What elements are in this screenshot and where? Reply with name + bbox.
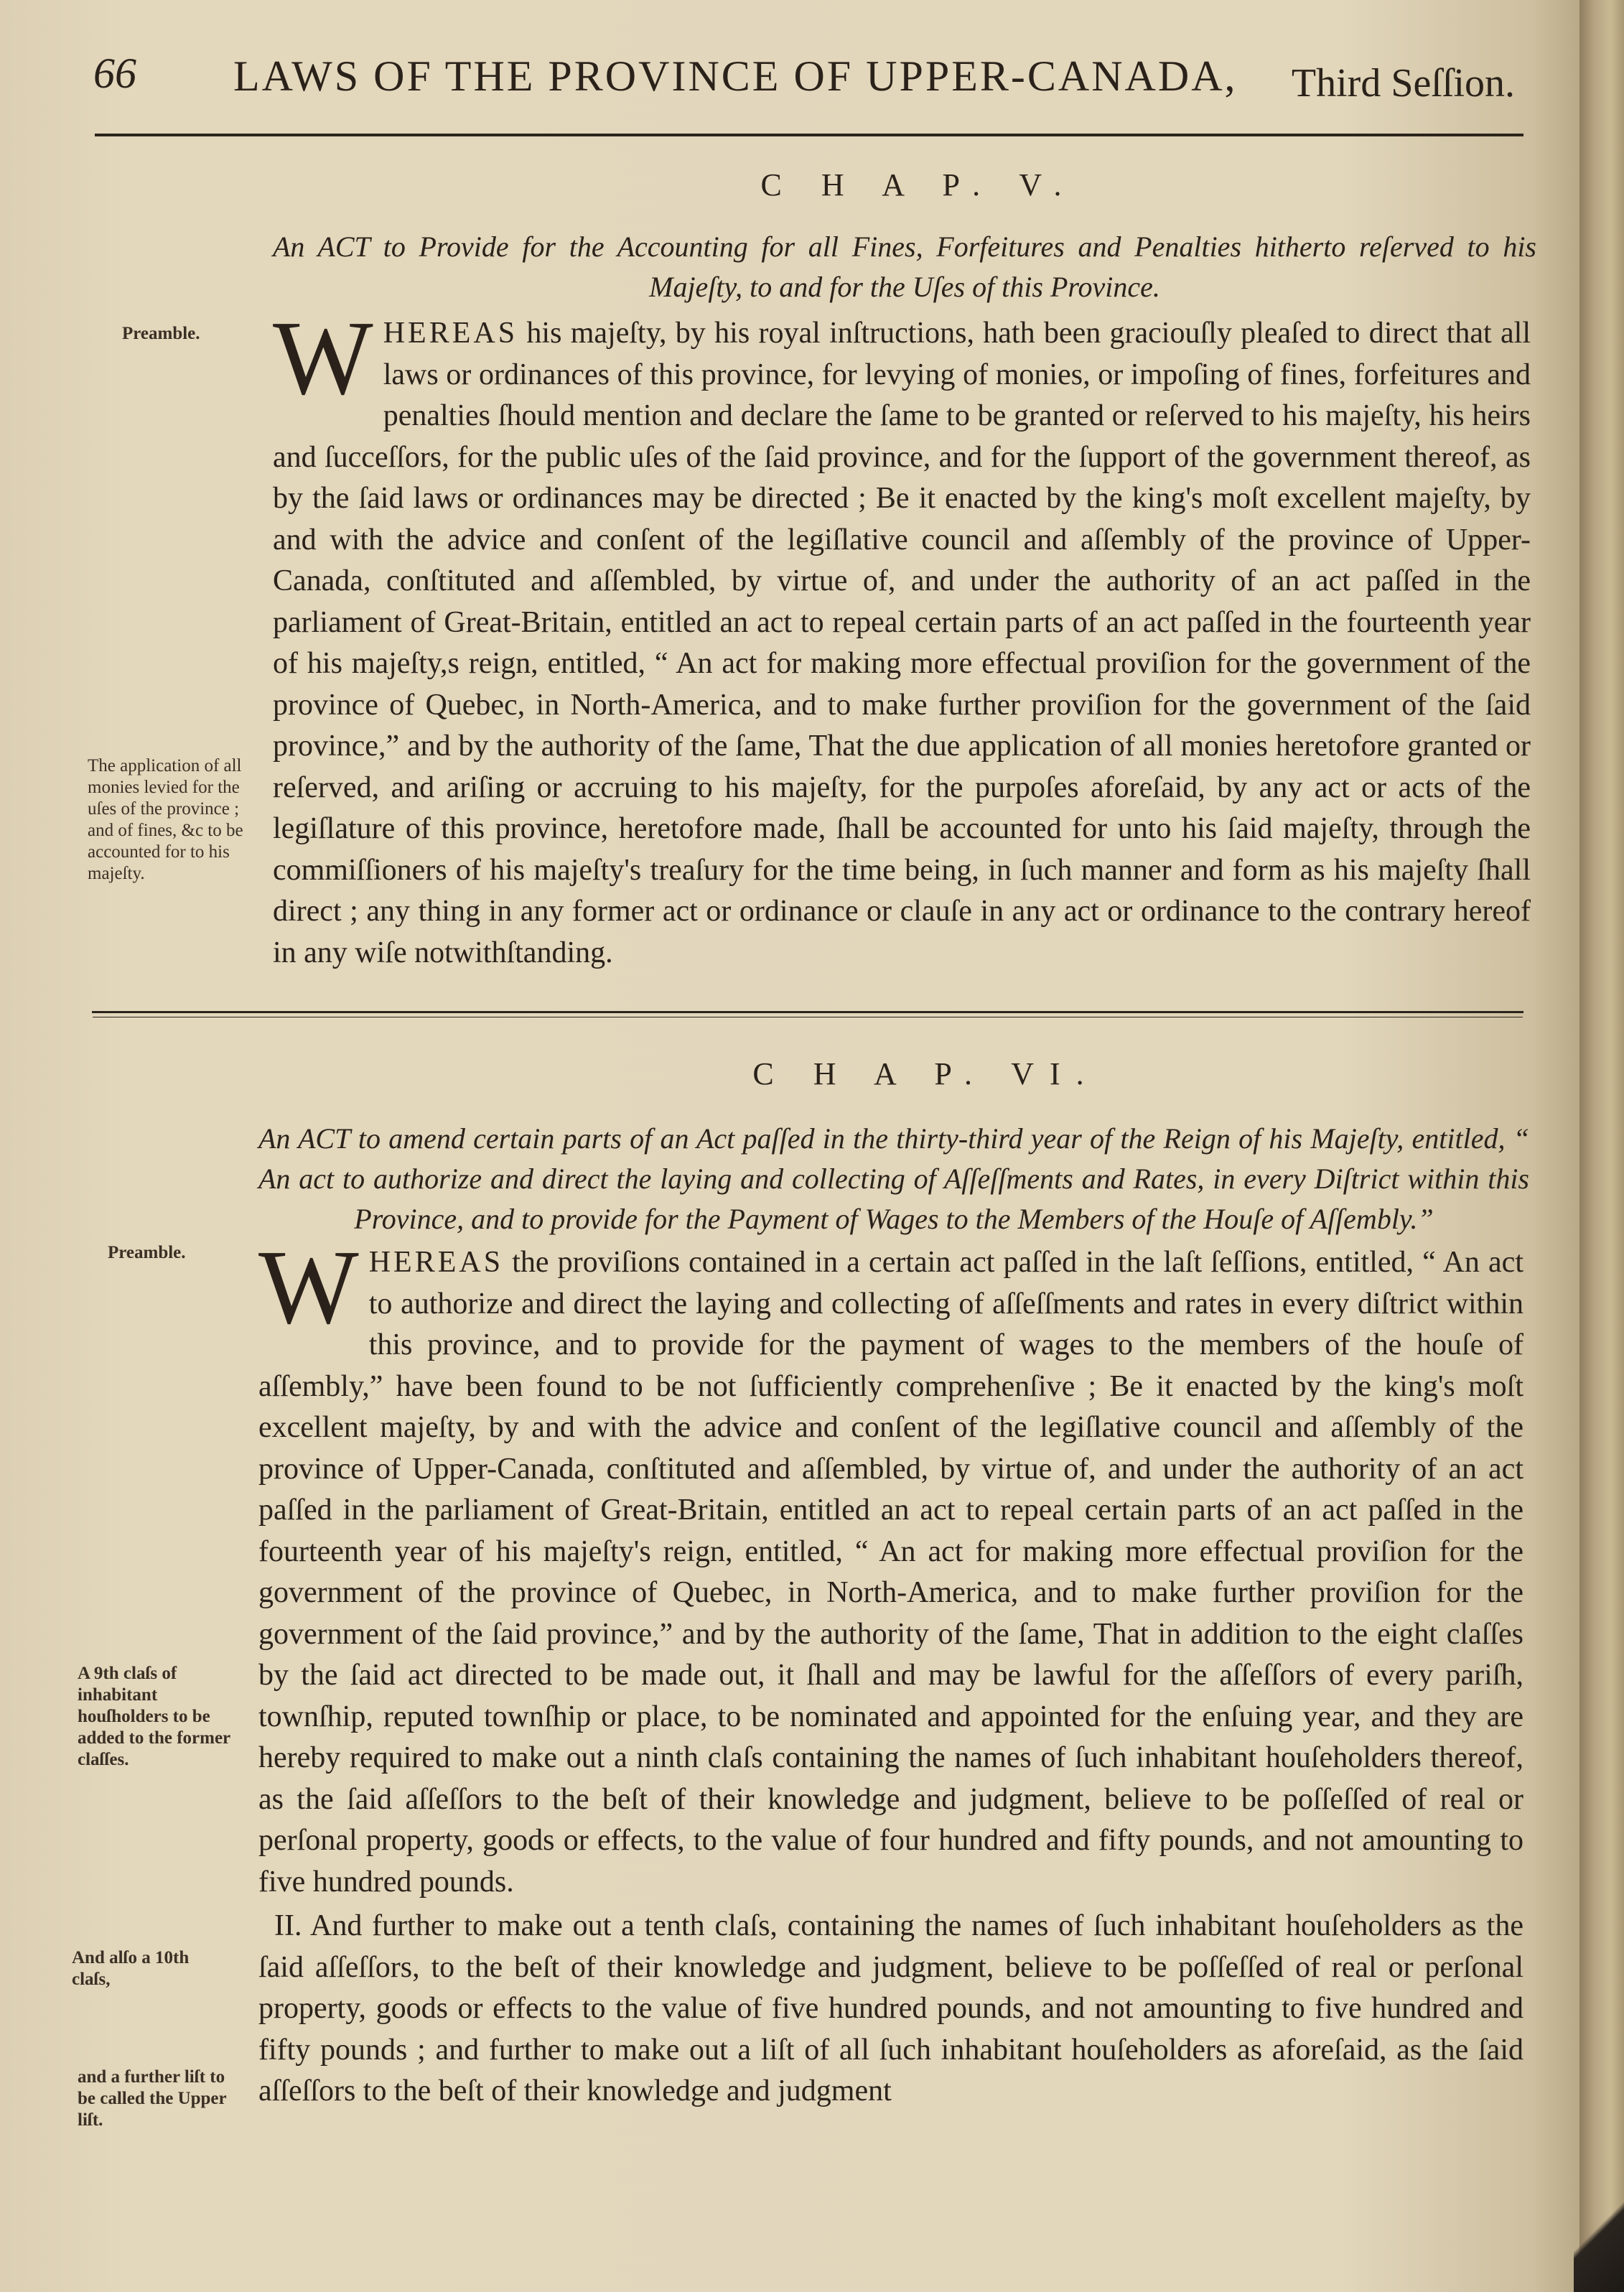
page-corner-shadow bbox=[1574, 2177, 1624, 2292]
chapter-vi-lead: HEREAS bbox=[368, 1246, 504, 1279]
page-edge bbox=[1579, 0, 1624, 2292]
chapter-v-heading: C H A P. V. bbox=[760, 167, 1078, 202]
head-rule bbox=[95, 134, 1523, 136]
chapter-vi-act-title: An ACT to amend certain parts of an Act paſſed in the thirty-third year of the Reign of his Majeſty, entitled, “ An act to authorize and direct the laying and collecting of Aſſeſſments and Rates, in every Diſtrict within this Province, and to provide for the Payment of Wages to the Members of the Houſe of Aſſembly.” bbox=[258, 1122, 1529, 1235]
chapter-vi-dropcap: W bbox=[258, 1229, 359, 1346]
page-number: 66 bbox=[93, 50, 136, 97]
chapter-v-act-title: An ACT to Provide for the Accounting for all Fines, Forfeitures and Penalties hitherto reſerved to his Majeſty, to and for the Uſes of this Province. bbox=[273, 230, 1536, 303]
chapter-vi-margin-tenth: And alſo a 10th claſs, bbox=[72, 1948, 190, 1989]
chapter-v-body bbox=[273, 299, 1531, 974]
running-head bbox=[93, 45, 1515, 124]
session-label: Third Seſſion. bbox=[1291, 61, 1515, 106]
chapter-vi-body bbox=[258, 1229, 1523, 2112]
chapter-v-margin-application: The application of all monies levied for the uſes of the province ; and of fines, &c to be accounted for to his majeſty. bbox=[88, 756, 243, 883]
chapter-v-margin-preamble: Preamble. bbox=[122, 324, 200, 343]
running-title: LAWS OF THE PROVINCE OF UPPER-CANADA, bbox=[233, 52, 1238, 100]
chapter-v-dropcap: W bbox=[273, 299, 373, 417]
chapter-vi-text: the proviſions contained in a certain act paſſed in the laſt ſeſſions, entitled, “ An act to authorize and direct the laying and collecting of aſſeſſments and rates in every diſtrict within this province, and to provide for the payment of wages to the members of the houſe of aſſembly,” have been found to be not ſufficiently comprehenſive ; Be it enacted by the king's moſt excellent majeſty, by and with the advice and conſent of the legiſlative council and aſſembly of the province of Upper-Canada, conſtituted and aſſembled, by virtue of, and under the authority of an act paſſed in the parliament of Great-Britain, entitled an act to repeal certain parts of an act paſſed in the fourteenth year of his majeſty's reign, entitled, “ An act for making more effectual proviſion for the government of the province of Quebec, in North-America, and to make further proviſion for the government of the ſaid province,” and by the authority of the ſame, That in addition to the eight claſſes by the ſaid act directed to be made out, it ſhall and may be lawful for the aſſeſſors of every pariſh, townſhip, reputed townſhip or place, to be nominated and appointed for the enſuing year, and they are hereby required to make out a ninth claſs containing the names of ſuch inhabitant houſeholders thereof, as the ſaid aſſeſſors to the beſt of their knowledge and judgment, believe to be poſſeſſed of real or perſonal property, goods or effects, to the value of four hundred and fifty pounds, and not amounting to five hundred pounds. bbox=[258, 1246, 1523, 1899]
chapter-vi-margin-ninth: A 9th claſs of inhabitant houſholders to be added to the former claſſes. bbox=[78, 1664, 230, 1769]
chapter-v-lead: HEREAS bbox=[383, 317, 518, 350]
chapter-vi-section-ii: II. And further to make out a tenth claſs, containing the names of ſuch inhabitant houſeholders as the ſaid aſſeſſors, to the beſt of their knowledge and judgment, believe to be poſſeſſed of real or perſonal property, goods or effects to the value of five hundred pounds, and not amounting to five hundred and fifty pounds ; and further to make out a liſt of all ſuch inhabitant houſeholders as aforeſaid, as the ſaid aſſeſſors to the beſt of their knowledge and judgment bbox=[258, 1909, 1523, 2107]
chapter-vi-margin-preamble: Preamble. bbox=[108, 1243, 186, 1262]
chapter-vi-margin-upper: and a further liſt to be called the Upper liſt. bbox=[78, 2067, 227, 2130]
chapter-v-text: his majeſty, by his royal inſtructions, hath been graciouſly pleaſed to direct that all laws or ordinances of this province, for levying of monies, or impoſing of fines, forfeitures and penalties ſhould mention and declare the ſame to be granted or reſerved to his majeſty, his heirs and ſucceſſors, for the public uſes of the ſaid province, and for the ſupport of the government thereof, as by the ſaid laws or ordinances may be directed ; Be it enacted by the king's moſt excellent majeſty, by and with the advice and conſent of the legiſlative council and aſſembly of the province of Upper-Canada, conſtituted and aſſembled, by virtue of, and under the authority of an act paſſed in the parliament of Great-Britain, entitled an act to repeal certain parts of an act paſſed in the fourteenth year of his majeſty,s reign, entitled, “ An act for making more effectual proviſion for the government of the province of Quebec, in North-America, and to make further proviſion for the government of the ſaid province,” and by the authority of the ſame, That the due application of all monies heretofore granted or reſerved, and ariſing or accruing to his majeſty, for the purpoſes aforeſaid, by any act or acts of the legiſlature of this province, heretofore made, ſhall be accounted for unto his ſaid majeſty, through the commiſſioners of his majeſty's treaſury for the time being, in ſuch manner and form as his majeſty ſhall direct ; any thing in any former act or ordinance or clauſe in any act or ordinance to the contrary hereof in any wiſe notwithſtanding. bbox=[273, 317, 1531, 969]
chapter-vi-heading: C H A P. VI. bbox=[752, 1056, 1100, 1091]
chapter-rule bbox=[92, 1011, 1523, 1013]
